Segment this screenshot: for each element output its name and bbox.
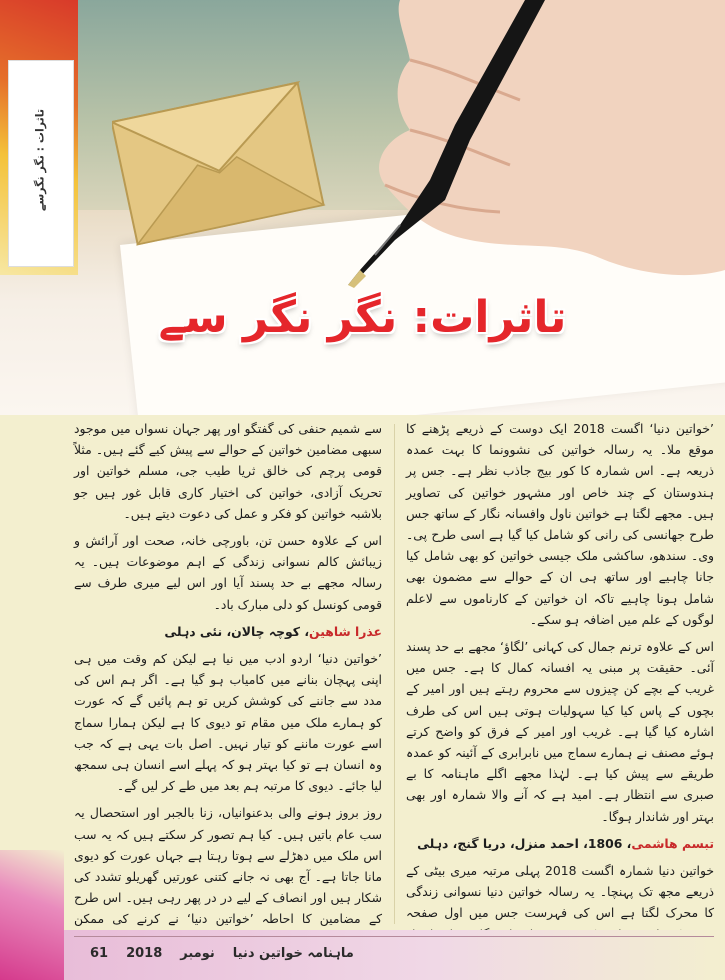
- corner-decoration: [0, 850, 64, 980]
- issue-year: 2018: [126, 946, 163, 961]
- footer-rule: [74, 936, 714, 937]
- column-divider: [394, 424, 395, 924]
- page-title: تاثرات: نگر نگر سے: [158, 292, 567, 343]
- issue-month: نومبر: [180, 946, 215, 961]
- hand-with-pen-illustration: [0, 0, 725, 300]
- signature-address: ، کوچہ چالان، نئی دہلی: [164, 623, 310, 639]
- left-paragraph-4: روز بروز ہونے والی بدعنوانیاں، زنا بالجبر اور استحصال یہ سب عام باتیں ہیں۔ کیا ہم تصور کر سکتے ہیں کہ یہ سب اس ملک میں دھڑلے سے ہوتا رہتا ہے جہاں عورت کو دیوی مانا جاتا ہے۔ آج بھی نہ جانے کتنی عورتیں گھریلو تشدد کی شکار ہیں اور انصاف کے لیے در در پھر رہی ہیں۔ اس طرح کے مضامین کا احاطہ ’خواتین دنیا‘ نے کرنے کی ممکن: [74, 805, 382, 927]
- signature-azra: [74, 621, 382, 642]
- side-section-label: تاثرات : نگر نگرسے: [33, 109, 47, 211]
- page-footer: [90, 946, 354, 961]
- right-paragraph-2: اس کے علاوہ ترنم جمال کی کہانی ’لگاؤ‘ مجھے بے حد پسند آئی۔ حقیقت پر مبنی یہ افسانہ کمال کا ہے۔ جس میں غریب کے بچے کن چیزوں سے محروم رہتے ہیں اور امیر کے بچوں کے پاس کیا کیا سہولیات ہوتی ہیں اس کی طرف اشارہ کیا گیا ہے۔ غریب اور امیر کے فرق کو واضح کرتے ہوئے مصنف نے ہمارے سماج میں نابرابری کے آئینہ کو عمدہ طریقے سے پیش کیا ہے۔ لہٰذا مجھے اگلے ماہنامہ کا بے صبری سے انتظار ہے۔ امید ہے کہ آنے والا شمارہ اور بھی بہتر اور شاندار ہوگا۔: [406, 639, 714, 824]
- signature-name: تبسم ھاشمی: [631, 835, 714, 851]
- left-paragraph-3: ’خواتین دنیا‘ اردو ادب میں نیا ہے لیکن کم وقت میں ہی اپنی پہچان بنانے میں کامیاب ہو گیا ہے۔ اگر ہم اس کی مدد سے جاننے کی کوشش کریں تو ہم پائیں گے کہ عورت کو ہمارے ملک میں مقام تو دیوی کا ہے لیکن ہمارا سماج اسے عورت ماننے کو تیار نہیں۔ اصل بات یہی ہے کہ جب وہ انسان ہے تو کیا بہتر ہو کہ پہلے اسے انسان ہی سمجھ لیا جائے۔ دیوی کا مرتبہ ہم بعد میں طے کر لیں گے۔: [74, 651, 382, 794]
- left-column: [74, 418, 382, 957]
- left-paragraph-1: سے شمیم حنفی کی گفتگو اور پھر جہان نسواں میں موجود سبھی مضامین خواتین کے حوالے سے پیش کیے گئے ہیں۔ مثلاً قومی پرچم کی خالق ثریا طیب جی، مسلم خواتین اور تحریک آزادی، خواتین کی اختیار کاری قابل غور ہیں جو بلاشبہ خواتین کو فکر و عمل کی دعوت دیتے ہیں۔: [74, 421, 382, 521]
- signature-tabassum: [406, 833, 714, 854]
- magazine-name: ماہنامہ خواتین دنیا: [232, 946, 354, 961]
- signature-name: عذرا شاھین: [309, 623, 382, 639]
- hero-image: [0, 0, 725, 415]
- left-paragraph-2: اس کے علاوہ حسن تن، باورچی خانہ، صحت اور آرائش و زیبائش کالم نسوانی زندگی کے اہم موضوعات ہیں۔ یہ رسالہ مجھے بے حد پسند آیا اور اس لیے میری طرف سے قومی کونسل کو دلی مبارک باد۔: [74, 533, 382, 612]
- right-column: [406, 418, 714, 972]
- signature-address: ، 1806، احمد منزل، دریا گنج، دہلی: [417, 835, 632, 851]
- page-number: 61: [90, 946, 109, 961]
- right-paragraph-3: خواتین دنیا شمارہ اگست 2018 پہلی مرتبہ میری بیٹی کے ذریعے مجھ تک پہنچا۔ یہ رسالہ خواتین دنیا نسوانی زندگی کا محرک لگتا ہے اس کی فہرست جس میں اول صفحہ: [406, 863, 715, 921]
- right-paragraph-1: ’خواتین دنیا‘ اگست 2018 ایک دوست کے ذریعے پڑھنے کا موقع ملا۔ یہ رسالہ خواتین کی نشوونما کا بہت عمدہ ذریعہ ہے۔ اس شمارہ کا کور بیج جاذب نظر ہے۔ جس پر ہندوستان کے چند خاص اور مشہور خواتین کی تصاویر ہیں۔ مجھے لگتا ہے خواتین ناول وافسانہ نگار کے ساتھ جس طرح جھانسی کی رانی کو شامل کیا گیا ہے اسی طرح پی۔ وی۔ سندھو، ساکشی ملک جیسی خواتین کو بھی شامل کیا جانا چاہیے اور ساتھ ہی ان کے حوالے سے مضمون بھی شامل ہونا چاہیے تاکہ ان خواتین کے کارناموں سے لاعلم لوگوں کے علم میں اضافہ ہو سکے۔: [406, 421, 714, 627]
- article-body: [74, 418, 714, 930]
